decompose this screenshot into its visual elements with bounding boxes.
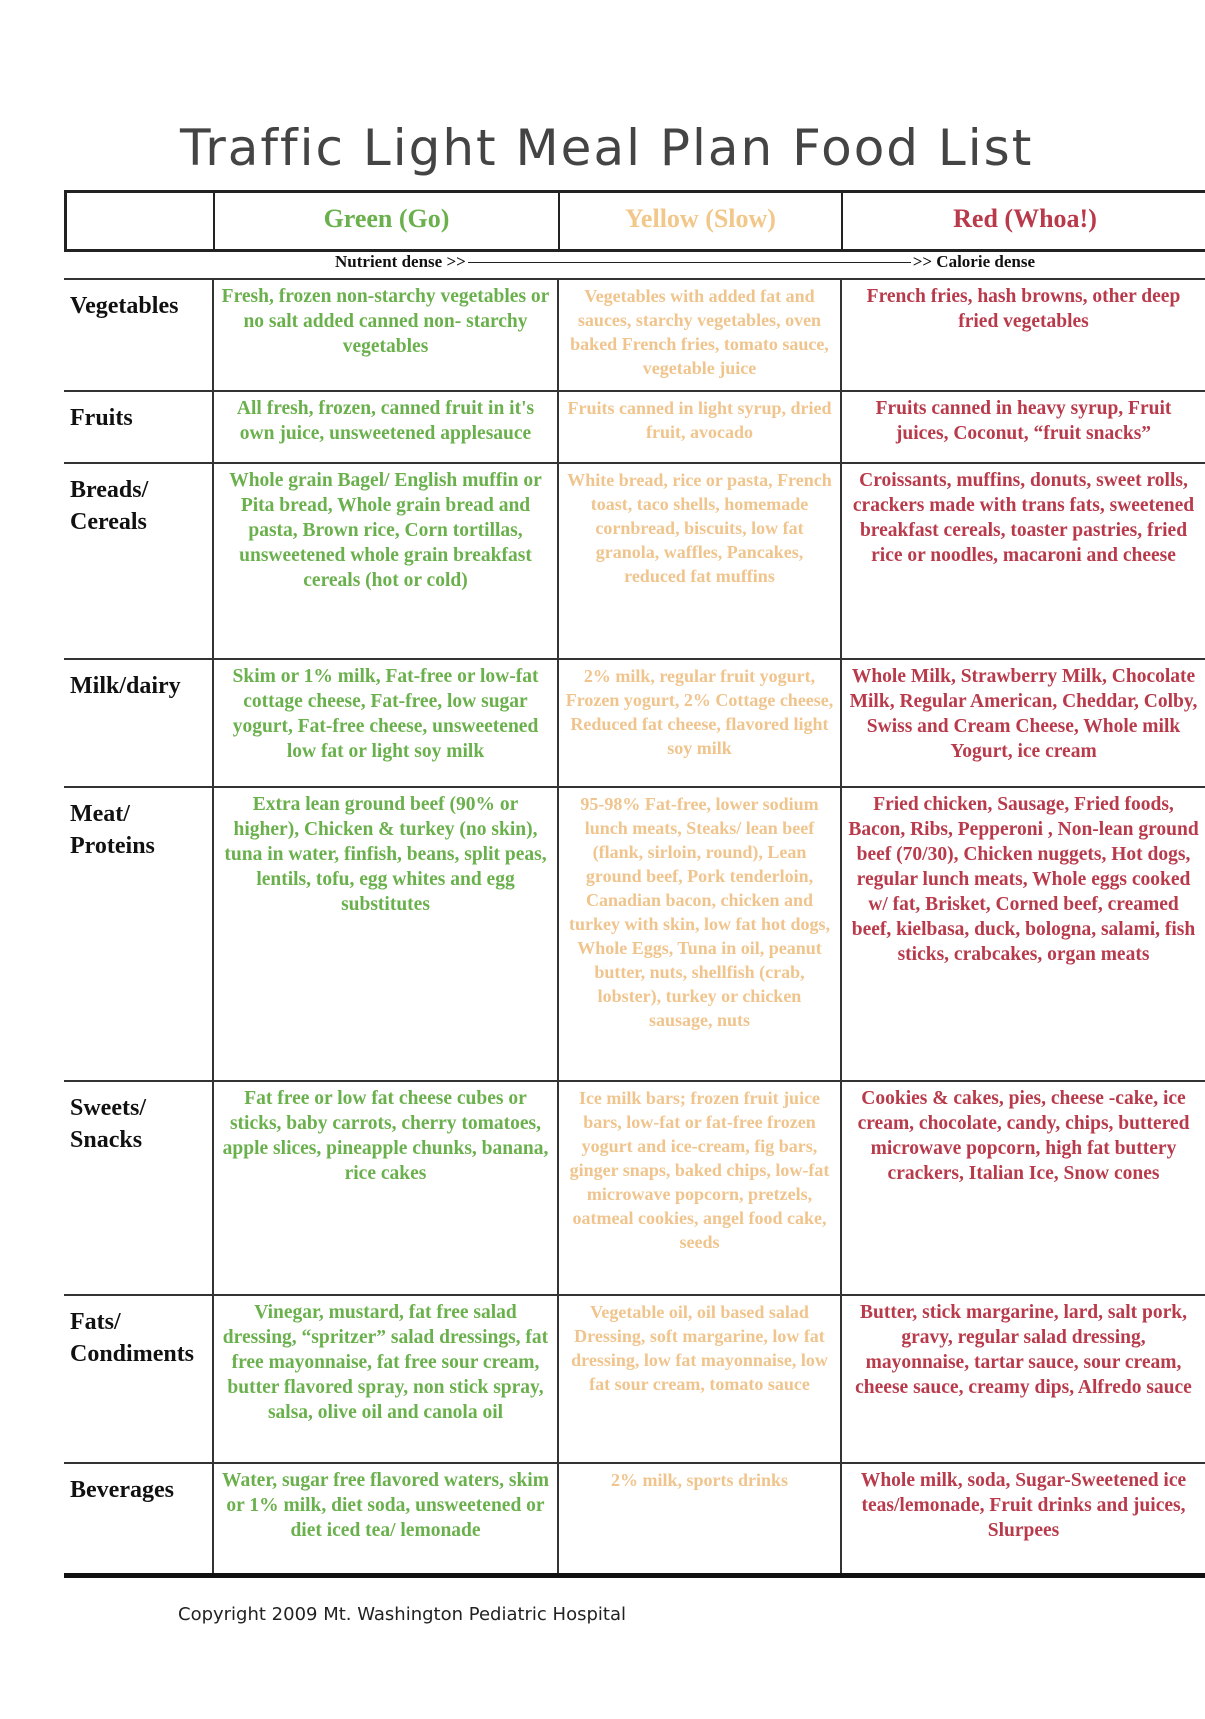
green-cell: All fresh, frozen, canned fruit in it's own juice, unsweetened applesauce — [212, 392, 557, 462]
table-row-sweets-snacks — [64, 1080, 1205, 1294]
table-row-meat-proteins — [64, 786, 1205, 1080]
header-blank-cell — [67, 193, 215, 249]
category-label: Milk/dairy — [70, 673, 181, 699]
yellow-cell: 2% milk, regular fruit yogurt, Frozen yogurt, 2% Cottage cheese, Reduced fat cheese, flavored light soy milk — [557, 660, 840, 786]
table-row-milk-dairy — [64, 658, 1205, 786]
table-row-fruits — [64, 390, 1205, 462]
red-cell: Fried chicken, Sausage, Fried foods, Bacon, Ribs, Pepperoni , Non-lean ground beef (70/30), Chicken nuggets, Hot dogs, regular lunch meats, Whole eggs cooked w/ fat, Brisket, Corned beef, creamed beef, kielbasa, duck, bologna, salami, fish sticks, crabcakes, organ meats — [840, 788, 1205, 1080]
green-cell: Fresh, frozen non-starchy vegetables or no salt added canned non- starchy vegetables — [212, 280, 557, 390]
red-cell: Whole Milk, Strawberry Milk, Chocolate Milk, Regular American, Cheddar, Colby, Swiss and Cream Cheese, Whole milk Yogurt, ice cream — [840, 660, 1205, 786]
density-spectrum — [335, 251, 1035, 273]
category-label: Sweets/ Snacks — [70, 1095, 146, 1153]
red-cell: Whole milk, soda, Sugar-Sweetened ice teas/lemonade, Fruit drinks and juices, Slurpees — [840, 1464, 1205, 1573]
table-row-vegetables — [64, 278, 1205, 390]
green-cell: Skim or 1% milk, Fat-free or low-fat cottage cheese, Fat-free, low sugar yogurt, Fat-free cheese, unsweetened low fat or light soy milk — [212, 660, 557, 786]
column-header-row — [64, 190, 1205, 252]
red-cell: Fruits canned in heavy syrup, Fruit juices, Coconut, “fruit snacks” — [840, 392, 1205, 462]
yellow-cell: Fruits canned in light syrup, dried fruit, avocado — [557, 392, 840, 462]
table-row-beverages — [64, 1462, 1205, 1578]
header-red: Red (Whoa!) — [953, 204, 1097, 233]
header-yellow: Yellow (Slow) — [560, 193, 843, 249]
yellow-cell: 95-98% Fat-free, lower sodium lunch meats, Steaks/ lean beef (flank, sirloin, round), Lean ground beef, Pork tenderloin, Canadian bacon, chicken and turkey with skin, low fat hot dogs, Whole Eggs, Tuna in oil, peanut butter, nuts, shellfish (crab, lobster), turkey or chicken sausage, nuts — [557, 788, 840, 1080]
yellow-cell: 2% milk, sports drinks — [557, 1464, 840, 1573]
category-label: Vegetables — [70, 293, 179, 319]
red-cell: French fries, hash browns, other deep fried vegetables — [840, 280, 1205, 390]
green-cell: Vinegar, mustard, fat free salad dressing, “spritzer” salad dressings, fat free mayonnaise, fat free sour cream, butter flavored spray, non stick spray, salsa, olive oil and canola oil — [212, 1296, 557, 1462]
food-table — [64, 278, 1205, 1578]
category-label: Meat/ Proteins — [70, 801, 155, 859]
yellow-cell: White bread, rice or pasta, French toast, taco shells, homemade cornbread, biscuits, low fat granola, waffles, Pancakes, reduced fat muffins — [557, 464, 840, 658]
copyright-footer: Copyright 2009 Mt. Washington Pediatric Hospital — [178, 1604, 626, 1625]
green-cell: Extra lean ground beef (90% or higher), Chicken & turkey (no skin), tuna in water, finfish, beans, split peas, lentils, tofu, egg whites and egg substitutes — [212, 788, 557, 1080]
category-label: Fruits — [70, 405, 133, 431]
category-label: Breads/ Cereals — [70, 477, 149, 535]
table-row-breads-cereals — [64, 462, 1205, 658]
table-row-fats-condiments — [64, 1294, 1205, 1462]
spectrum-line — [468, 262, 911, 263]
spectrum-right-label: >> Calorie dense — [912, 252, 1035, 271]
green-cell: Fat free or low fat cheese cubes or sticks, baby carrots, cherry tomatoes, apple slices, pineapple chunks, banana, rice cakes — [212, 1082, 557, 1294]
category-label: Fats/ Condiments — [70, 1309, 195, 1367]
red-cell: Cookies & cakes, pies, cheese -cake, ice cream, chocolate, candy, chips, buttered microwave popcorn, high fat buttery crackers, Italian Ice, Snow cones — [840, 1082, 1205, 1294]
green-cell: Water, sugar free flavored waters, skim or 1% milk, diet soda, unsweetened or diet iced tea/ lemonade — [212, 1464, 557, 1573]
spectrum-left-label: Nutrient dense >> — [335, 252, 466, 271]
yellow-cell: Vegetables with added fat and sauces, starchy vegetables, oven baked French fries, tomato sauce, vegetable juice — [557, 280, 840, 390]
yellow-cell: Vegetable oil, oil based salad Dressing, soft margarine, low fat dressing, low fat mayonnaise, low fat sour cream, tomato sauce — [557, 1296, 840, 1462]
category-label: Beverages — [70, 1477, 174, 1503]
page-title: Traffic Light Meal Plan Food List — [180, 119, 1034, 177]
header-green: Green (Go) — [215, 193, 560, 249]
green-cell: Whole grain Bagel/ English muffin or Pita bread, Whole grain bread and pasta, Brown rice, Corn tortillas, unsweetened whole grain breakfast cereals (hot or cold) — [212, 464, 557, 658]
red-cell: Butter, stick margarine, lard, salt pork, gravy, regular salad dressing, mayonnaise, tartar sauce, sour cream, cheese sauce, creamy dips, Alfredo sauce — [840, 1296, 1205, 1462]
yellow-cell: Ice milk bars; frozen fruit juice bars, low-fat or fat-free frozen yogurt and ice-cream, fig bars, ginger snaps, baked chips, low-fat microwave popcorn, pretzels, oatmeal cookies, angel food cake, seeds — [557, 1082, 840, 1294]
red-cell: Croissants, muffins, donuts, sweet rolls, crackers made with trans fats, sweetened breakfast cereals, toaster pastries, fried rice or noodles, macaroni and cheese — [840, 464, 1205, 658]
